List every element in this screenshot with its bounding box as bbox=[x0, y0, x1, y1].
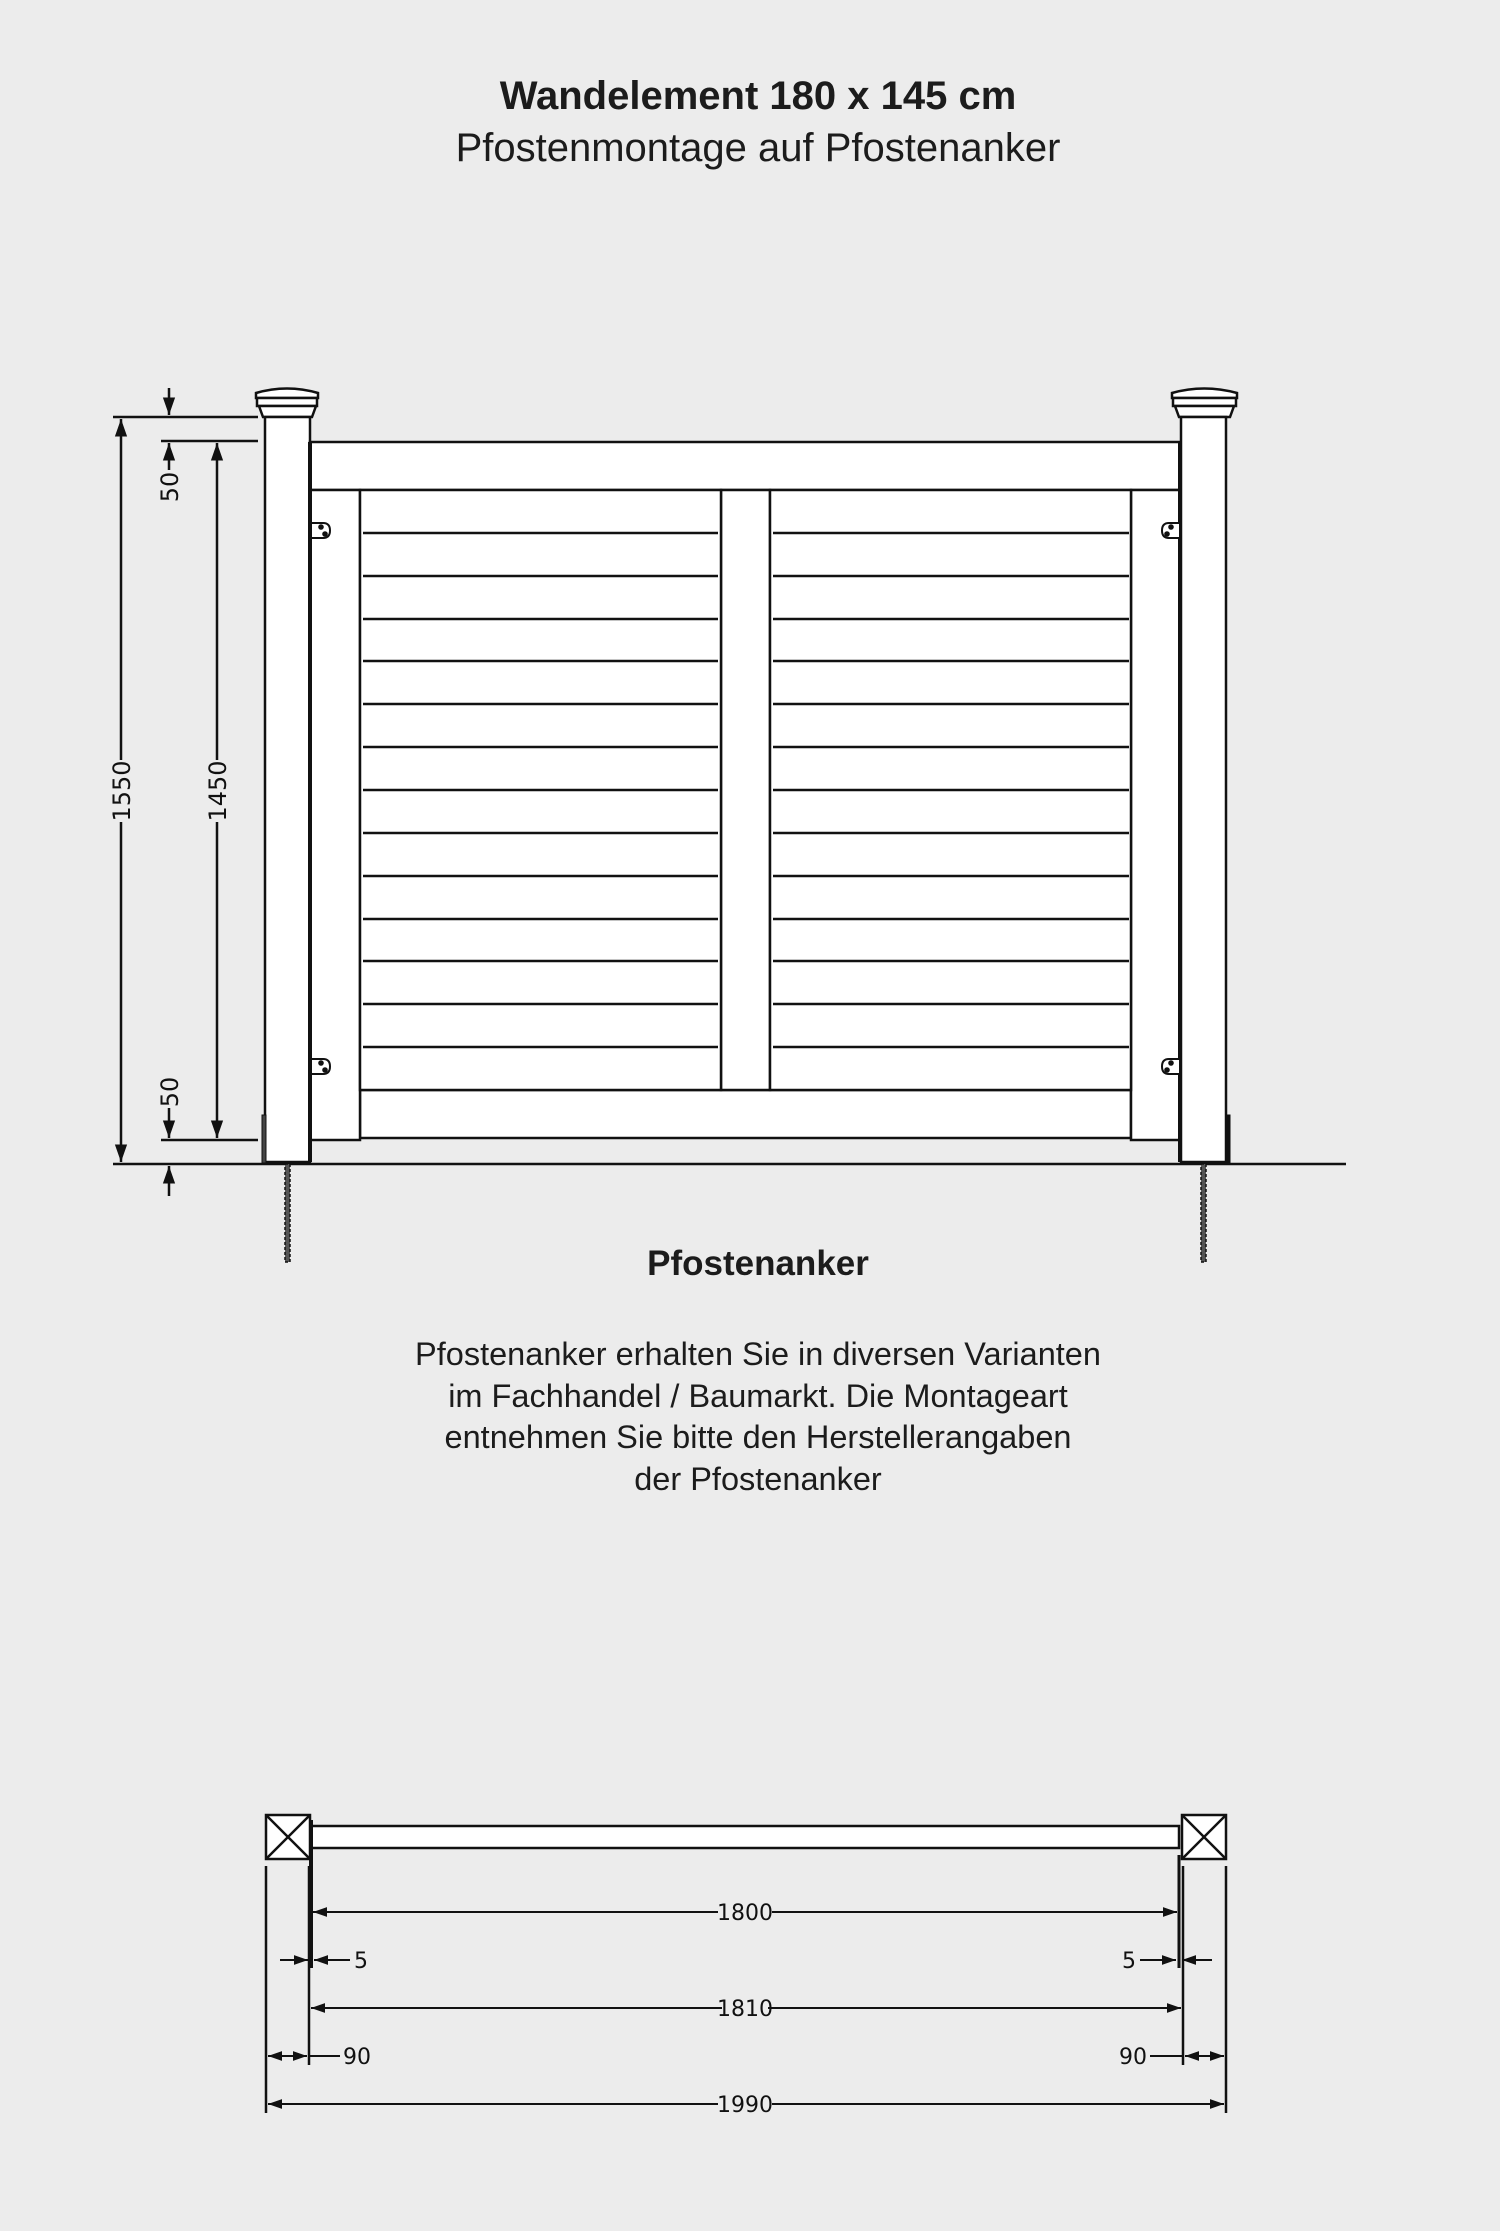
left-stile bbox=[310, 490, 360, 1140]
hinge-icon bbox=[311, 523, 330, 538]
anchor-description bbox=[0, 1334, 1500, 1500]
description-line: der Pfostenanker bbox=[634, 1460, 882, 1497]
dim-element-width: 1800 bbox=[717, 1901, 773, 1926]
top-rail bbox=[310, 442, 1180, 490]
anchor-plate bbox=[262, 1115, 266, 1163]
description-line: Pfostenanker erhalten Sie in diversen Varianten bbox=[415, 1336, 1101, 1372]
description-line: im Fachhandel / Baumarkt. Die Montageart bbox=[448, 1377, 1068, 1414]
hinge-icon bbox=[1162, 1059, 1180, 1074]
post-cap-icon bbox=[256, 389, 318, 399]
dim-post-spacing: 1810 bbox=[717, 1997, 773, 2022]
dim-post-right: 90 bbox=[1119, 2045, 1147, 2070]
anchor-section-title: Pfostenanker bbox=[647, 1244, 869, 1283]
dim-post-left: 90 bbox=[343, 2045, 371, 2070]
dim-gap-left: 5 bbox=[354, 1949, 368, 1974]
bottom-rail bbox=[360, 1090, 1131, 1138]
description-line: entnehmen Sie bitte den Herstellerangaben bbox=[444, 1419, 1072, 1455]
dim-element-height: 1450 bbox=[204, 760, 232, 822]
drawing-subtitle: Pfostenmontage auf Pfostenanker bbox=[455, 126, 1061, 170]
plan-post-right bbox=[1182, 1815, 1226, 1859]
post-cap-icon bbox=[1172, 389, 1237, 399]
center-stile bbox=[721, 490, 770, 1090]
dim-total-height: 1550 bbox=[108, 760, 136, 822]
drawing-title: Wandelement 180 x 145 cm bbox=[499, 74, 1017, 118]
right-stile bbox=[1131, 490, 1180, 1140]
dim-top-offset: 50 bbox=[156, 471, 184, 503]
dim-overall-width: 1990 bbox=[717, 2093, 773, 2118]
dim-bottom-offset: 50 bbox=[156, 1076, 184, 1108]
plan-rail bbox=[311, 1826, 1179, 1848]
fence-element bbox=[310, 442, 1180, 1162]
plan-post-left bbox=[266, 1815, 310, 1859]
hinge-icon bbox=[1162, 523, 1180, 538]
elevation-view bbox=[108, 388, 1346, 1262]
dim-gap-right: 5 bbox=[1122, 1949, 1136, 1974]
hinge-icon bbox=[311, 1059, 330, 1074]
anchor-plate bbox=[1226, 1115, 1230, 1163]
plan-view bbox=[266, 1815, 1226, 2118]
